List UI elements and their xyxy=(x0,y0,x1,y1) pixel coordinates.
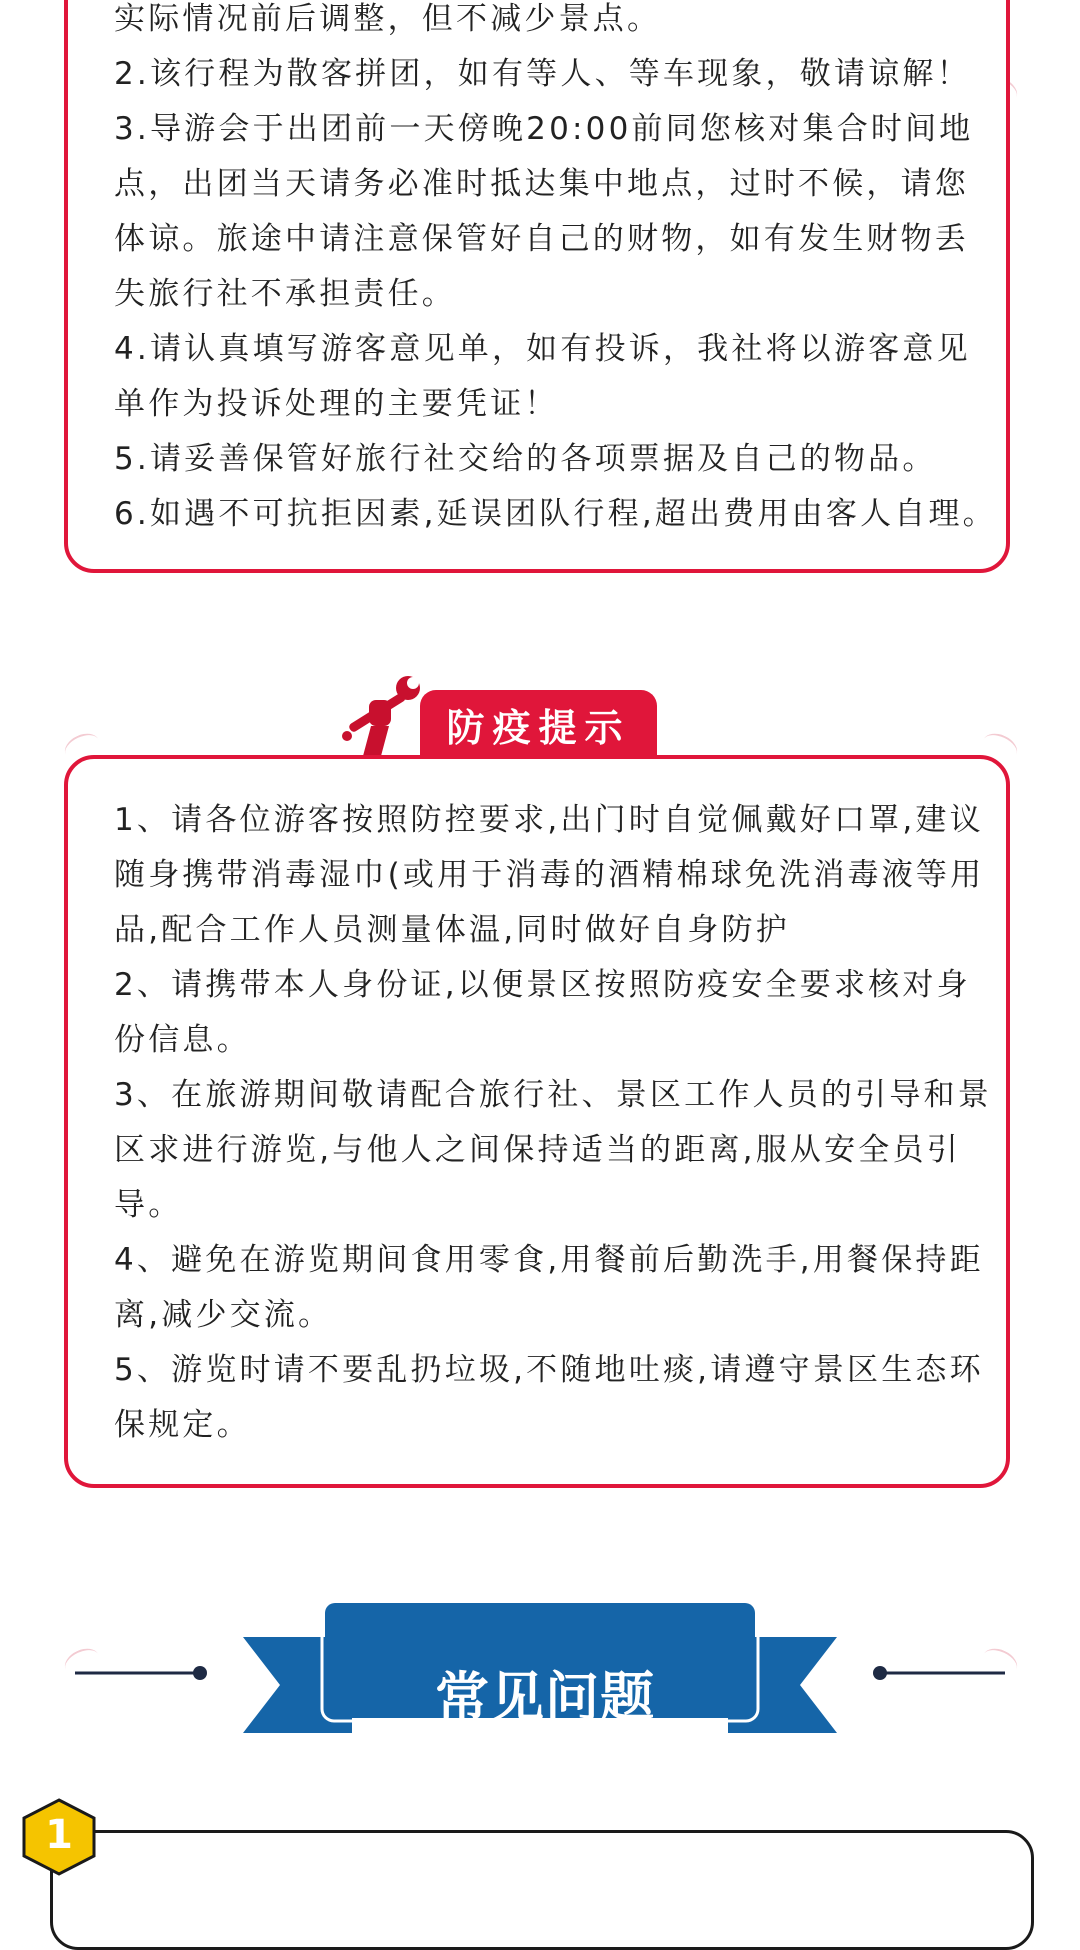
text-line: 份信息。 xyxy=(114,1022,251,1058)
text-line: 1、请各位游客按照防控要求,出门时自觉佩戴好口罩,建议 xyxy=(114,802,984,838)
text-line: 5.请妥善保管好旅行社交给的各项票据及自己的物品。 xyxy=(114,441,937,477)
epidemic-text xyxy=(114,793,992,1453)
faq-section-title: 常见问题Q&A xyxy=(435,1666,655,1795)
text-line: 3.导游会于出团前一天傍晚20:00前同您核对集合时间地 xyxy=(114,111,974,147)
text-line: 2、请携带本人身份证,以便景区按照防疫安全要求核对身 xyxy=(114,967,971,1003)
text-line: 区求进行游览,与他人之间保持适当的距离,服从安全员引 xyxy=(114,1132,961,1168)
text-line: 单作为投诉处理的主要凭证！ xyxy=(114,386,559,422)
text-line: 离,减少交流。 xyxy=(114,1297,333,1333)
text-line: 4、避免在游览期间食用零食,用餐前后勤洗手,用餐保持距 xyxy=(114,1242,984,1278)
text-line: 品,配合工作人员测量体温,同时做好自身防护 xyxy=(114,912,790,948)
text-line: 失旅行社不承担责任。 xyxy=(114,276,456,312)
text-line: 3、在旅游期间敬请配合旅行社、景区工作人员的引导和景 xyxy=(114,1077,992,1113)
text-line: 6.如遇不可抗拒因素,延误团队行程,超出费用由客人自理。 xyxy=(114,496,997,532)
wrench-fist-icon xyxy=(335,670,423,758)
text-line: 实际情况前后调整，但不减少景点。 xyxy=(114,1,662,37)
faq-item-number: 1 xyxy=(45,1812,73,1858)
notice-text xyxy=(114,0,997,542)
notice-card xyxy=(64,0,1010,573)
text-line: 导。 xyxy=(114,1187,183,1223)
text-line: 5、游览时请不要乱扔垃圾,不随地吐痰,请遵守景区生态环 xyxy=(114,1352,984,1388)
text-line: 保规定。 xyxy=(114,1407,251,1443)
epidemic-card xyxy=(64,755,1010,1488)
text-line: 体谅。旅途中请注意保管好自己的财物，如有发生财物丢 xyxy=(114,221,969,257)
faq-item-box xyxy=(50,1830,1034,1950)
text-line: 4.请认真填写游客意见单，如有投诉，我社将以游客意见 xyxy=(114,331,971,367)
text-line: 2.该行程为散客拼团，如有等人、等车现象，敬请谅解！ xyxy=(114,56,971,92)
text-line: 随身携带消毒湿巾(或用于消毒的酒精棉球免洗消毒液等用 xyxy=(114,857,985,893)
epidemic-section-title: 防疫提示 xyxy=(420,690,657,758)
text-line: 点，出团当天请务必准时抵达集中地点，过时不候，请您 xyxy=(114,166,969,202)
